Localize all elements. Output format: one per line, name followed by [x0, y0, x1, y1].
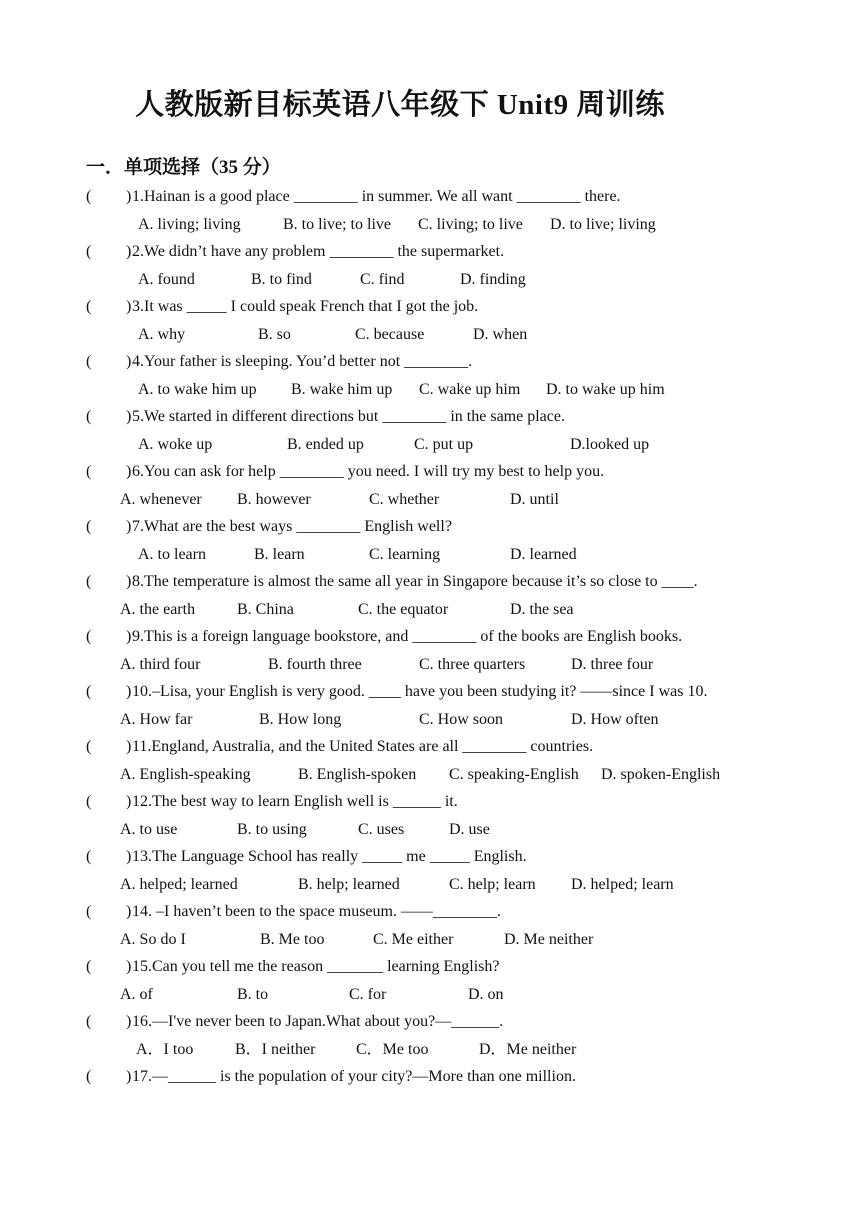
question	[86, 1008, 786, 1036]
options-row	[86, 651, 786, 679]
option-d: D. the sea	[510, 600, 574, 618]
option-a: A. found	[138, 270, 195, 288]
question-text: 12.The best way to learn English well is ______ it.	[132, 793, 458, 810]
question	[86, 293, 786, 321]
option-c: C. put up	[414, 435, 474, 453]
option-c: C. find	[360, 270, 405, 288]
question	[86, 458, 786, 486]
options-row	[86, 321, 786, 349]
option-d: D. finding	[460, 270, 526, 288]
answer-paren-right: )	[126, 298, 132, 315]
option-c: C. living; to live	[418, 215, 523, 233]
option-d: D. helped; learn	[571, 875, 674, 893]
options-row	[86, 541, 786, 569]
question	[86, 1063, 786, 1091]
question-text: 16.—I've never been to Japan.What about you?—______.	[132, 1013, 504, 1030]
answer-paren-right: )	[126, 683, 132, 700]
answer-paren-right: )	[126, 408, 132, 425]
question-text: 8.The temperature is almost the same all year in Singapore because it’s so close to ____.	[132, 573, 698, 590]
question-text: 10.–Lisa, your English is very good. ____ have you been studying it? ——since I was 10.	[132, 683, 708, 700]
answer-paren-right: )	[126, 628, 132, 645]
option-d: D. Me neither	[504, 930, 594, 948]
question	[86, 623, 786, 651]
answer-paren-right: )	[126, 738, 132, 755]
option-d: D. on	[468, 985, 504, 1003]
option-a: A. So do I	[120, 930, 186, 948]
question-text: 17.—______ is the population of your city?—More than one million.	[132, 1068, 576, 1085]
answer-paren-left: (	[86, 573, 92, 590]
option-b: B. help; learned	[298, 875, 400, 893]
option-b: B. China	[237, 600, 294, 618]
answer-paren-left: (	[86, 353, 92, 370]
option-c: C．Me too	[356, 1040, 429, 1058]
option-b: B. wake him up	[291, 380, 393, 398]
option-c: C. How soon	[419, 710, 504, 728]
answer-paren-left: (	[86, 738, 92, 755]
options-row	[86, 486, 786, 514]
answer-paren-left: (	[86, 683, 92, 700]
question-text: 7.What are the best ways ________ English well?	[132, 518, 452, 535]
answer-paren-right: )	[126, 463, 132, 480]
question	[86, 238, 786, 266]
option-a: A. to learn	[138, 545, 206, 563]
option-c: C. learning	[369, 545, 441, 563]
option-d: D．Me neither	[479, 1040, 577, 1058]
option-a: A. whenever	[120, 490, 202, 508]
option-b: B. to find	[251, 270, 312, 288]
option-d: D. use	[449, 820, 490, 838]
option-d: D. three four	[571, 655, 654, 673]
option-b: B. however	[237, 490, 311, 508]
options-row	[86, 211, 786, 239]
option-b: B. so	[258, 325, 291, 343]
question	[86, 403, 786, 431]
option-a: A. to use	[120, 820, 178, 838]
question-list	[86, 183, 786, 1091]
option-c: C. speaking-English	[449, 765, 579, 783]
option-d: D. to wake up him	[546, 380, 665, 398]
options-row	[86, 431, 786, 459]
answer-paren-right: )	[126, 1013, 132, 1030]
question-text: 5.We started in different directions but ________ in the same place.	[132, 408, 565, 425]
question-text: 14. –I haven’t been to the space museum. ——________.	[132, 903, 501, 920]
option-b: B. fourth three	[268, 655, 362, 673]
question	[86, 348, 786, 376]
option-a: A. living; living	[138, 215, 241, 233]
answer-paren-left: (	[86, 408, 92, 425]
option-a: A. to wake him up	[138, 380, 257, 398]
option-a: A．I too	[136, 1040, 194, 1058]
option-b: B．I neither	[235, 1040, 316, 1058]
question-text: 6.You can ask for help ________ you need. I will try my best to help you.	[132, 463, 605, 480]
option-d: D. spoken-English	[601, 765, 721, 783]
option-a: A. woke up	[138, 435, 213, 453]
question-text: 3.It was _____ I could speak French that I got the job.	[132, 298, 479, 315]
option-c: C. uses	[358, 820, 405, 838]
question	[86, 513, 786, 541]
option-c: C. help; learn	[449, 875, 536, 893]
question	[86, 953, 786, 981]
section-heading: 一．单项选择（35 分）	[86, 157, 281, 178]
option-d: D.looked up	[570, 435, 650, 453]
answer-paren-right: )	[126, 848, 132, 865]
answer-paren-right: )	[126, 243, 132, 260]
answer-paren-right: )	[126, 793, 132, 810]
options-row	[86, 761, 786, 789]
options-row	[86, 871, 786, 899]
answer-paren-left: (	[86, 903, 92, 920]
options-row	[86, 1036, 786, 1064]
answer-paren-right: )	[126, 1068, 132, 1085]
option-c: C. Me either	[373, 930, 454, 948]
answer-paren-left: (	[86, 188, 92, 205]
option-a: A. the earth	[120, 600, 196, 618]
question-text: 13.The Language School has really _____ me _____ English.	[132, 848, 527, 865]
option-a: A. English-speaking	[120, 765, 251, 783]
option-a: A. How far	[120, 710, 193, 728]
answer-paren-left: (	[86, 1068, 92, 1085]
option-b: B. English-spoken	[298, 765, 417, 783]
question	[86, 733, 786, 761]
answer-paren-right: )	[126, 518, 132, 535]
answer-paren-right: )	[126, 903, 132, 920]
option-c: C. wake up him	[419, 380, 521, 398]
answer-paren-left: (	[86, 848, 92, 865]
question-text: 11.England, Australia, and the United States are all ________ countries.	[132, 738, 594, 755]
option-d: D. when	[473, 325, 528, 343]
question	[86, 678, 786, 706]
question	[86, 843, 786, 871]
option-b: B. Me too	[260, 930, 325, 948]
options-row	[86, 596, 786, 624]
option-d: D. learned	[510, 545, 577, 563]
page-title: 人教版新目标英语八年级下 Unit9 周训练	[135, 89, 665, 121]
option-b: B. to live; to live	[283, 215, 391, 233]
question-text: 2.We didn’t have any problem ________ the supermarket.	[132, 243, 505, 260]
question	[86, 183, 786, 211]
question-text: 15.Can you tell me the reason _______ learning English?	[132, 958, 500, 975]
option-a: A. helped; learned	[120, 875, 238, 893]
option-c: C. because	[355, 325, 425, 343]
options-row	[86, 981, 786, 1009]
question	[86, 788, 786, 816]
answer-paren-right: )	[126, 353, 132, 370]
option-a: A. of	[120, 985, 153, 1003]
option-b: B. learn	[254, 545, 305, 563]
option-a: A. why	[138, 325, 186, 343]
answer-paren-left: (	[86, 463, 92, 480]
answer-paren-right: )	[126, 188, 132, 205]
answer-paren-left: (	[86, 1013, 92, 1030]
question	[86, 568, 786, 596]
options-row	[86, 266, 786, 294]
answer-paren-right: )	[126, 573, 132, 590]
options-row	[86, 816, 786, 844]
option-d: D. How often	[571, 710, 659, 728]
question	[86, 898, 786, 926]
answer-paren-left: (	[86, 518, 92, 535]
answer-paren-left: (	[86, 628, 92, 645]
answer-paren-right: )	[126, 958, 132, 975]
options-row	[86, 376, 786, 404]
answer-paren-left: (	[86, 958, 92, 975]
options-row	[86, 926, 786, 954]
option-c: C. whether	[369, 490, 440, 508]
option-b: B. How long	[259, 710, 342, 728]
options-row	[86, 706, 786, 734]
option-c: C. the equator	[358, 600, 449, 618]
option-b: B. ended up	[287, 435, 364, 453]
question-text: 9.This is a foreign language bookstore, and ________ of the books are English books.	[132, 628, 683, 645]
question-text: 1.Hainan is a good place ________ in summer. We all want ________ there.	[132, 188, 621, 205]
option-a: A. third four	[120, 655, 201, 673]
answer-paren-left: (	[86, 793, 92, 810]
option-c: C. three quarters	[419, 655, 526, 673]
option-b: B. to	[237, 985, 269, 1003]
option-c: C. for	[349, 985, 387, 1003]
option-b: B. to using	[237, 820, 307, 838]
question-text: 4.Your father is sleeping. You’d better not ________.	[132, 353, 473, 370]
option-d: D. to live; living	[550, 215, 656, 233]
option-d: D. until	[510, 490, 559, 508]
answer-paren-left: (	[86, 243, 92, 260]
answer-paren-left: (	[86, 298, 92, 315]
